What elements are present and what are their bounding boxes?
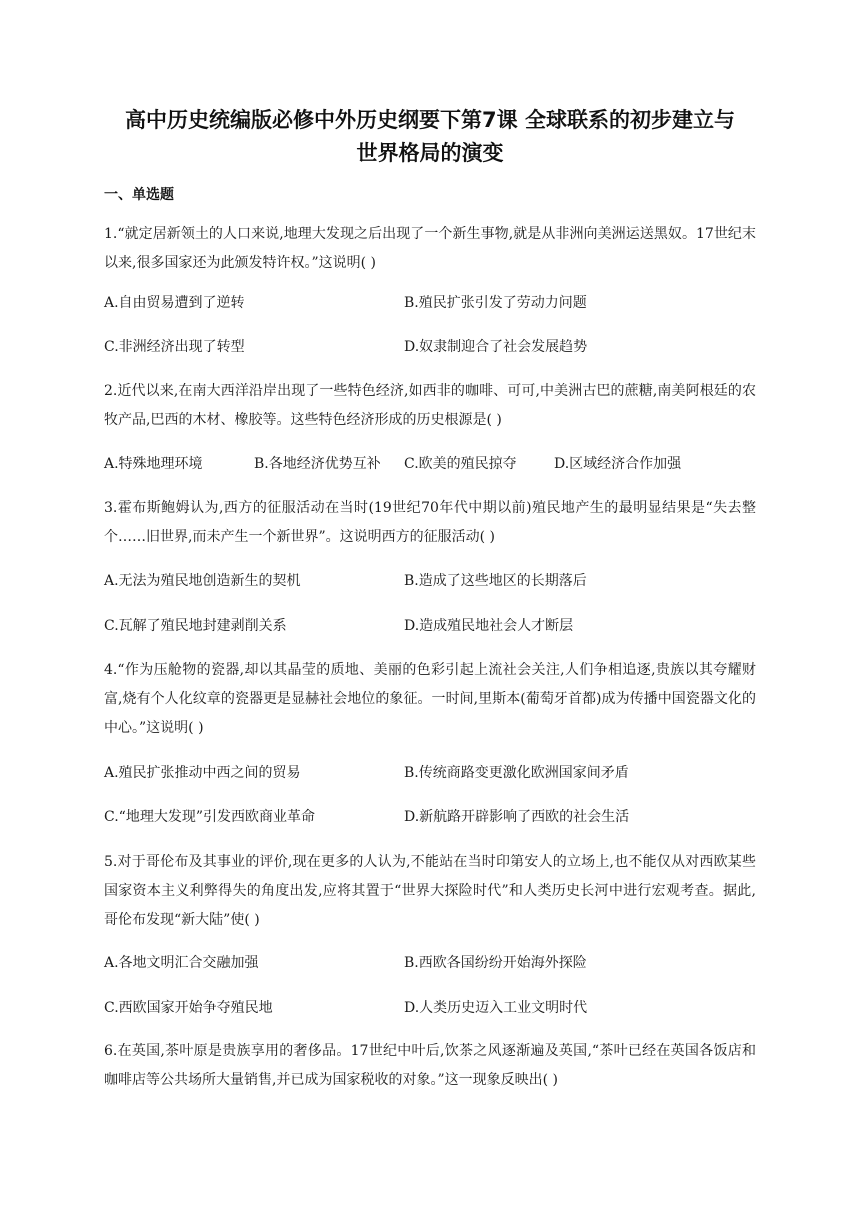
question-3-stem: 3.霍布斯鲍姆认为,西方的征服活动在当时(19世纪70年代中期以前)殖民地产生的最明显结果是“失去整个……旧世界,而未产生一个新世界”。这说明西方的征服活动( ) — [104, 500, 756, 545]
question-3-option-d: D.造成殖民地社会人才断层 — [404, 618, 574, 634]
document-title — [100, 104, 760, 170]
question-1-option-b: B.殖民扩张引发了劳动力问题 — [404, 295, 587, 311]
question-5-option-a: A.各地文明汇合交融加强 — [104, 955, 259, 971]
question-4-option-c: C.“地理大发现”引发西欧商业革命 — [104, 809, 315, 825]
question-1-stem: 1.“就定居新领土的人口来说,地理大发现之后出现了一个新生事物,就是从非洲向美洲运送黑奴。17世纪末以来,很多国家还为此颁发特许权。”这说明( ) — [104, 226, 756, 271]
title-line-2: 世界格局的演变 — [356, 141, 504, 165]
question-5-option-c: C.西欧国家开始争夺殖民地 — [104, 1000, 273, 1016]
question-2-stem: 2.近代以来,在南大西洋沿岸出现了一些特色经济,如西非的咖啡、可可,中美洲古巴的蔗糖,南美阿根廷的农牧产品,巴西的木材、橡胶等。这些特色经济形成的历史根源是( ) — [104, 383, 756, 428]
question-1-option-a: A.自由贸易遭到了逆转 — [104, 295, 245, 311]
question-5-option-d: D.人类历史迈入工业文明时代 — [404, 1000, 588, 1016]
question-6-stem: 6.在英国,茶叶原是贵族享用的奢侈品。17世纪中叶后,饮茶之风逐渐遍及英国,“茶叶已经在英国各饭店和咖啡店等公共场所大量销售,并已成为国家税收的对象。”这一现象反映出( ) — [104, 1043, 756, 1088]
question-2-option-a: A.特殊地理环境 — [104, 456, 203, 472]
question-5-option-b: B.西欧各国纷纷开始海外探险 — [404, 955, 587, 971]
question-2-option-c: C.欧美的殖民掠夺 — [404, 456, 517, 472]
question-5-stem: 5.对于哥伦布及其事业的评价,现在更多的人认为,不能站在当时印第安人的立场上,也不能仅从对西欧某些国家资本主义利弊得失的角度出发,应将其置于“世界大探险时代”和人类历史长河中进行宏观考查。据此,哥伦布发现“新大陆”使( ) — [104, 854, 756, 928]
question-4-option-a: A.殖民扩张推动中西之间的贸易 — [104, 765, 301, 781]
question-3-option-b: B.造成了这些地区的长期落后 — [404, 573, 587, 589]
question-2-option-b: B.各地经济优势互补 — [254, 456, 381, 472]
question-1-option-c: C.非洲经济出现了转型 — [104, 339, 245, 355]
question-4-stem: 4.“作为压舱物的瓷器,却以其晶莹的质地、美丽的色彩引起上流社会关注,人们争相追逐,贵族以其夸耀财富,烧有个人化纹章的瓷器更是显赫社会地位的象征。一时间,里斯本(葡萄牙首都)成为传播中国瓷器文化的中心。”这说明( ) — [104, 662, 756, 736]
question-4-option-b: B.传统商路变更激化欧洲国家间矛盾 — [404, 765, 629, 781]
section-heading: 一、单选题 — [104, 187, 174, 203]
question-3-option-c: C.瓦解了殖民地封建剥削关系 — [104, 618, 287, 634]
question-2-option-d: D.区域经济合作加强 — [554, 456, 682, 472]
title-line-1: 高中历史统编版必修中外历史纲要下第7课 全球联系的初步建立与 — [125, 108, 735, 132]
question-4-option-d: D.新航路开辟影响了西欧的社会生活 — [404, 809, 630, 825]
question-1-option-d: D.奴隶制迎合了社会发展趋势 — [404, 339, 588, 355]
question-3-option-a: A.无法为殖民地创造新生的契机 — [104, 573, 301, 589]
